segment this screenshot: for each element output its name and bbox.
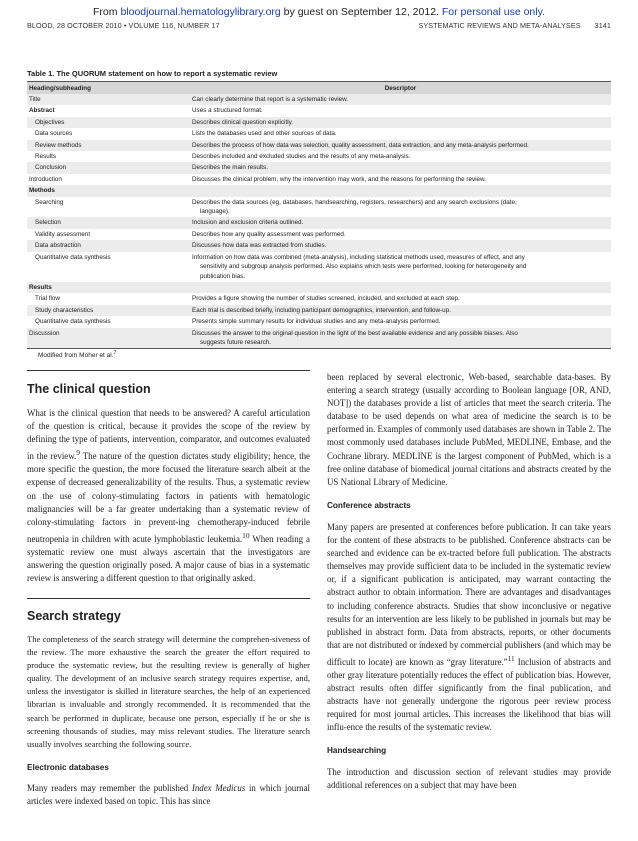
descriptor-line: Discusses the answer to the original question in the light of the best available evidence and any possible biases. Also — [192, 329, 518, 337]
paragraph-clinical-question — [27, 407, 310, 585]
row-heading: Study characteristics — [27, 305, 190, 316]
table-row — [27, 94, 611, 105]
row-descriptor — [190, 229, 611, 240]
table-row — [27, 217, 611, 228]
table-row — [27, 229, 611, 240]
personal-use-link[interactable]: For personal use only. — [441, 6, 545, 18]
row-descriptor — [190, 328, 611, 349]
row-descriptor — [190, 105, 611, 116]
paragraph-electronic-databases — [27, 782, 310, 808]
row-heading: Results — [35, 153, 56, 161]
right-column — [327, 371, 611, 792]
row-heading: Methods — [27, 185, 190, 196]
column-header-descriptor: Descriptor — [190, 82, 611, 95]
table-title: Table 1. The QUORUM statement on how to report a systematic review — [27, 69, 278, 78]
row-heading: Abstract — [29, 107, 55, 115]
left-column — [27, 381, 310, 585]
text: Many readers may remember the published — [27, 782, 192, 793]
table-row — [27, 185, 611, 196]
row-descriptor — [190, 128, 611, 139]
row-descriptor — [190, 240, 611, 251]
row-heading: Review methods — [27, 140, 190, 151]
row-descriptor — [190, 293, 611, 304]
citation-ref: 10 — [242, 530, 250, 540]
row-heading: Title — [27, 94, 190, 105]
table-row — [27, 328, 611, 349]
table-row — [27, 252, 611, 282]
row-heading: Quantitative data synthesis — [35, 253, 111, 261]
descriptor-line: Presents simple summary results for individual studies and any meta-analysis performed. — [192, 318, 441, 326]
descriptor-continuation: sensitivity and subgroup analysis performed. Also explains which tests were performed, looking for heterogeneity and — [200, 263, 527, 271]
section-heading-search-strategy: Search strategy — [27, 609, 121, 623]
row-heading: Data sources — [35, 130, 73, 138]
table-row — [27, 197, 611, 218]
left-column-rule — [27, 370, 310, 371]
row-heading: Objectives — [27, 117, 190, 128]
text: When reading a systematic review one must always ascertain that the investigators are answering the question originally posed. A major cause of bias in a systematic review is answering a different question to that originally asked. — [27, 533, 310, 584]
table-row — [27, 240, 611, 251]
descriptor-continuation: suggests future research. — [200, 338, 272, 346]
footnote-ref: 7 — [113, 350, 117, 356]
table-header-row — [27, 82, 611, 95]
table-footnote-text: Modified from Moher et al. — [38, 352, 114, 360]
table-row — [27, 151, 611, 162]
table-row — [27, 140, 611, 151]
paragraph-handsearching: The introduction and discussion section of relevant studies may provide additional references on a subject that may have been — [327, 766, 611, 790]
text: in which journal articles were indexed based on topic. This has since — [27, 782, 311, 807]
page-number: 3141 — [594, 21, 611, 30]
table-row — [27, 117, 611, 128]
row-heading: Trial flow — [35, 295, 60, 303]
text: Inclusion of abstracts and other gray literature potentially reduces the effect of publication bias. However, abstract results often differ significantly from the final publication, and abstracts have not generally undergone the rigorous peer review process required for most journal articles. This increases the likelihood that bias will influ-ence the results of the systematic review. — [327, 656, 611, 733]
descriptor-line: Provides a figure showing the number of studies screened, included, and excluded at each step. — [192, 295, 460, 303]
table-row — [27, 293, 611, 304]
row-descriptor — [190, 174, 611, 185]
table-row — [27, 105, 611, 116]
row-heading: Introduction — [29, 175, 62, 183]
descriptor-line: Describes the data sources (eg, databases, handsearching, registers, researchers) and any search exclusions (date, — [192, 198, 517, 206]
descriptor-line: Uses a structured format. — [192, 107, 263, 115]
running-head — [27, 21, 611, 30]
descriptor-line: Information on how data was combined (meta-analysis), including statistical methods used, measures of effect, and any — [192, 253, 525, 261]
row-heading: Data abstraction — [27, 240, 190, 251]
banner-middle: by guest on September 12, 2012. — [280, 6, 442, 18]
descriptor-line: Can clearly determine that report is a systematic review. — [192, 96, 349, 103]
journal-link[interactable]: bloodjournal.hematologylibrary.org — [120, 6, 281, 18]
table-footnote — [38, 350, 117, 359]
row-descriptor — [190, 117, 611, 128]
row-heading: Conclusion — [27, 162, 190, 173]
descriptor-line: Describes the process of how data was selection, quality assessment, data extraction, and any meta-analysis performed. — [192, 141, 529, 149]
citation-ref: 11 — [507, 653, 515, 663]
left-column-rule-2 — [27, 598, 310, 599]
row-descriptor — [190, 94, 611, 105]
text: What is the clinical question that needs to be answered? A careful articulation of the question is critical, because it provides the scope of the review by defining the type of patients, intervention, comparator, and outcomes evaluated in the review. — [27, 408, 310, 462]
row-descriptor — [190, 162, 611, 173]
row-descriptor — [190, 185, 611, 196]
table-row — [27, 282, 611, 293]
row-heading: Quantitative data synthesis — [35, 318, 111, 326]
banner-prefix: From — [93, 6, 121, 18]
subheading-conference-abstracts: Conference abstracts — [327, 500, 411, 510]
row-descriptor — [190, 140, 611, 151]
row-descriptor — [190, 305, 611, 316]
row-heading: Validity assessment — [35, 230, 91, 238]
row-descriptor — [190, 316, 611, 327]
row-descriptor — [190, 197, 611, 218]
column-header-heading: Heading/subheading — [27, 82, 190, 95]
row-heading: Discussion — [27, 328, 190, 349]
descriptor-line: Inclusion and exclusion criteria outlined. — [192, 219, 304, 227]
running-head-left: BLOOD, 28 OCTOBER 2010 • VOLUME 116, NUMBER 17 — [27, 21, 220, 30]
descriptor-line: Describes the main results. — [192, 164, 268, 172]
row-heading: Results — [27, 282, 190, 293]
row-heading: Selection — [27, 217, 190, 228]
descriptor-line: Each trial is described briefly, including participant demographics, intervention, and follow-up. — [192, 306, 451, 314]
italic-title: Index Medicus — [191, 782, 246, 793]
section-heading-clinical-question: The clinical question — [27, 382, 151, 396]
paragraph-search-strategy: The completeness of the search strategy will determine the comprehen-siveness of the review. The more exhaustive the search the greater the effort required to produce the systematic review, but the resulting review is generally of higher quality. The development of an inclusive search strategy requires expertise, and, unless the investigator is skilled in literature searches, the help of an experienced librarian is invaluable and strongly recommended. It is recommended that the search be performed in duplicate, because one person, especially if he or she is screening thousands of studies, may miss relevant studies. The literature search usually involves searching the following source. — [27, 634, 310, 749]
descriptor-continuation: language). — [200, 208, 230, 216]
table-body — [27, 94, 611, 349]
descriptor-line: Describes how any quality assessment was performed. — [192, 230, 346, 238]
text: The nature of the question dictates study eligibility; hence, the more specific the question, the more focused the literature search albeit at the expense of decreased generalizability of the results. Thus, a systematic review on the use of colony-stimulating factors in patients with hematologic malignancies will be a far greater undertaking than a systematic review of colony-stimulating factors in prevent-ing chemotherapy-induced febrile neutropenia in children with acute lymphoblastic leukemia. — [27, 451, 310, 544]
paragraph-conference-abstracts — [327, 521, 611, 734]
row-descriptor — [190, 151, 611, 162]
row-descriptor — [190, 282, 611, 293]
descriptor-line: Describes clinical question explicitly. — [192, 118, 294, 126]
running-head-right — [404, 21, 611, 30]
table-row — [27, 162, 611, 173]
citation-ref: 9 — [76, 448, 80, 458]
left-column-lower — [27, 608, 310, 808]
access-banner — [0, 6, 638, 18]
table-row — [27, 305, 611, 316]
subheading-electronic-databases: Electronic databases — [27, 762, 109, 772]
row-descriptor — [190, 252, 611, 282]
table-row — [27, 174, 611, 185]
paragraph-databases-continued: been replaced by several electronic, Web-based, searchable data-bases. By entering a search strategy (usually according to Boolean language [OR, AND, NOT]) the databases provide a list of articles that meet the search criteria. The database to be used depends on what area of medicine the search is to be performed in. Examples of commonly used databases are shown in Table 2. The most commonly used databases include PubMed, MEDLINE, Embase, and the Cochrane library. MEDLINE is the largest component of PubMed, which is a free online database of biomedical journal citations and abstracts created by the US National Library of Medicine. — [327, 372, 611, 487]
descriptor-line: Discusses the clinical problem, why the intervention may work, and the reasons for performing the review. — [192, 175, 486, 183]
table-row — [27, 316, 611, 327]
descriptor-line: Describes included and excluded studies and the results of any meta-analysis. — [192, 153, 411, 161]
descriptor-continuation: publication bias. — [200, 272, 246, 280]
subheading-handsearching: Handsearching — [327, 746, 387, 756]
running-head-section: SYSTEMATIC REVIEWS AND META-ANALYSES — [418, 21, 581, 30]
quorum-table — [27, 81, 611, 349]
text: Many papers are presented at conferences before publication. It can take years for the content of these abstracts to be published. Conference abstracts can be searched and evidence can be ex-tracted before full publication. The abstracts themselves may provide sufficient data to be included in the systematic review or, if a significant publication is anticipated, may warrant contacting the abstract author to obtain information. There are advantages and disadvantages to including conference abstracts. Studies that show inconclusive or negative results for an intervention are less likely to be published in journals but may be published in abstract form. Data from abstracts, reports, or other documents that are not distributed or indexed by commercial publishers (and which may be difficult to locate) are known as “gray literature.” — [327, 521, 611, 667]
descriptor-line: Lists the databases used and other sources of data. — [192, 130, 337, 138]
row-descriptor — [190, 217, 611, 228]
table-row — [27, 128, 611, 139]
row-heading: Searching — [35, 198, 64, 206]
descriptor-line: Discusses how data was extracted from studies. — [192, 242, 327, 250]
